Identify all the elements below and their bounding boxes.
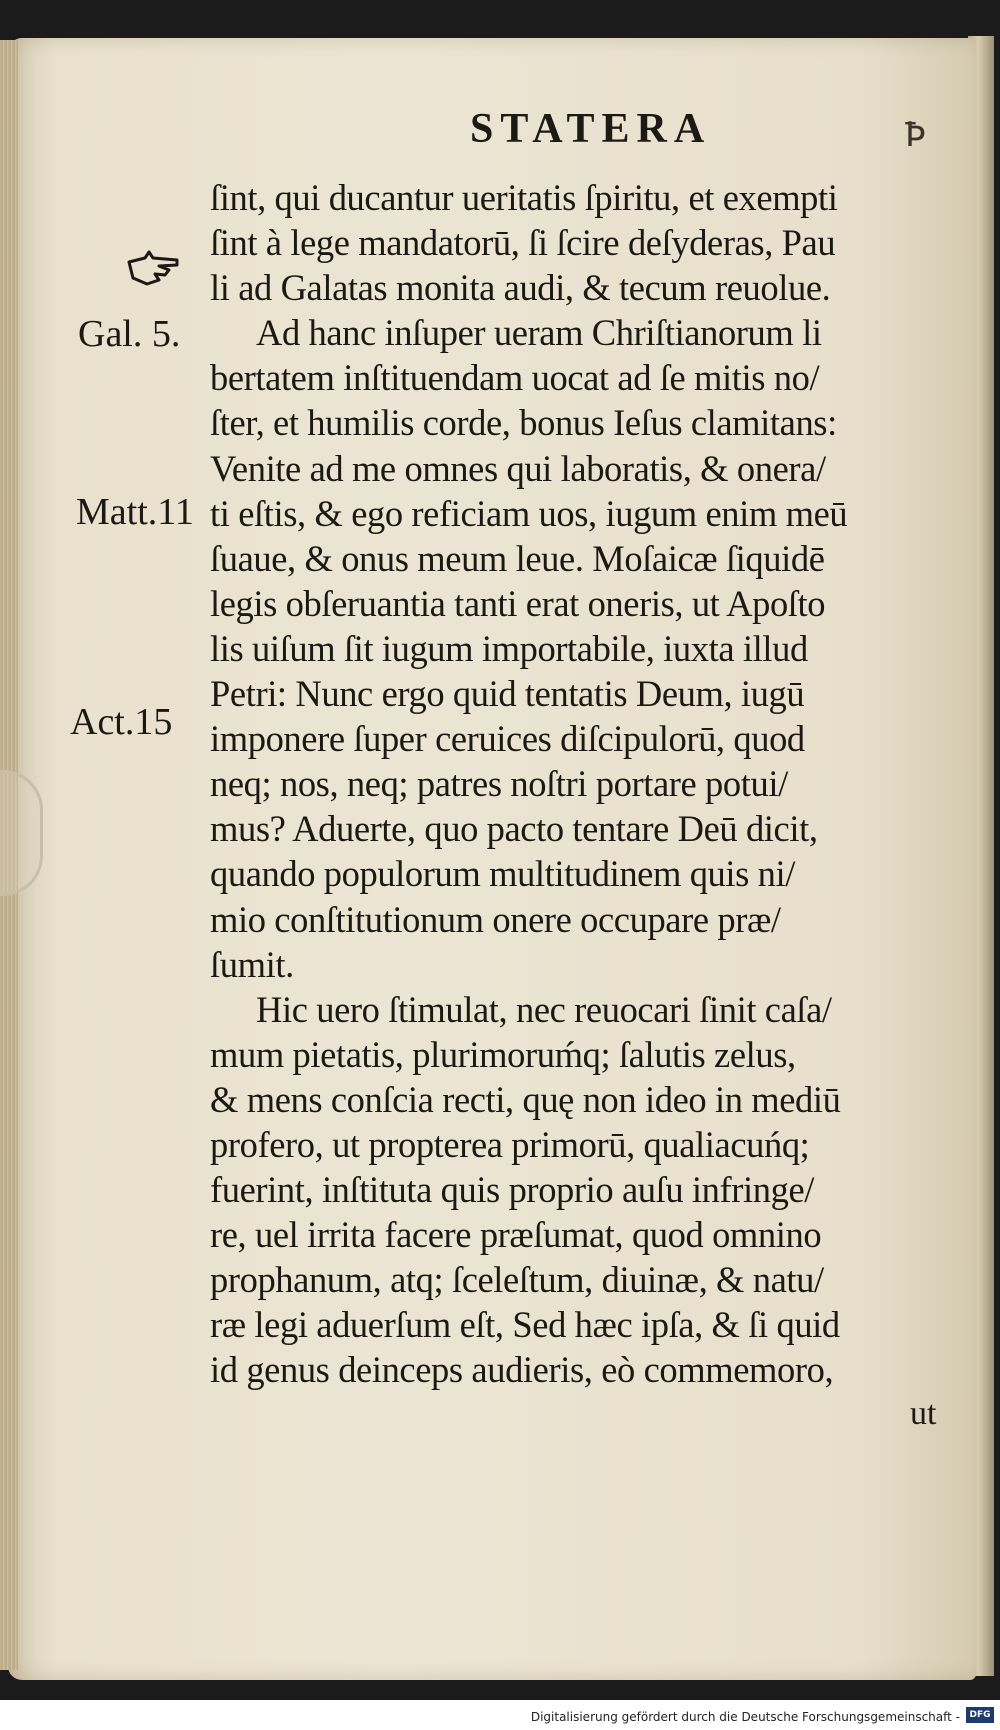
text-line: ſter, et humilis corde, bonus Ieſus clamitans: — [210, 402, 837, 444]
running-header: STATERA — [470, 106, 712, 152]
text-line: mum pietatis, plurimoruḿq; ſalutis zelus, — [210, 1033, 796, 1075]
dfg-logo-badge: DFG — [966, 1707, 994, 1723]
margin-note-gal: Gal. 5. — [78, 313, 181, 355]
text-line: li ad Galatas monita audi, & tecum reuolue. — [210, 267, 831, 309]
text-line: profero, ut propterea primorū, qualiacuńq; — [210, 1123, 810, 1165]
text-line: lis uiſum ſit iugum importabile, iuxta illud — [210, 627, 808, 669]
margin-note-matt: Matt.11 — [76, 491, 194, 533]
text-line: ræ legi aduerſum eſt, Sed hæc ipſa, & ſi quid — [210, 1304, 840, 1346]
margin-note-act: Act.15 — [70, 701, 173, 743]
main-text-block — [210, 175, 960, 1393]
text-line: prophanum, atq; ſceleſtum, diuinæ, & natu/ — [210, 1259, 824, 1301]
text-line: Ad hanc inſuper ueram Chriſtianorum li — [256, 312, 822, 354]
text-line: Hic uero ſtimulat, nec reuocari ſinit caſa/ — [256, 988, 832, 1030]
funding-credit: Digitalisierung gefördert durch die Deutsche Forschungsgemeinschaft - — [530, 1710, 960, 1724]
text-line: fuerint, inſtituta quis proprio auſu infringe/ — [210, 1169, 815, 1211]
text-line: neq; nos, neq; patres noſtri portare potui/ — [210, 763, 788, 805]
text-line: & mens conſcia recti, quę non ideo in mediū — [210, 1078, 841, 1120]
text-line: imponere ſuper ceruices diſcipulorū, quod — [210, 718, 805, 760]
text-line: ſint à lege mandatorū, ſi ſcire deſyderas, Pau — [210, 222, 836, 264]
catchword: ut — [910, 1395, 937, 1432]
text-line: legis obſeruantia tanti erat oneris, ut Apoſto — [210, 582, 826, 624]
header-mark: Ꝥ — [905, 115, 926, 155]
text-line: quando populorum multitudinem quis ni/ — [210, 853, 796, 895]
text-line: id genus deinceps audieris, eò commemoro, — [210, 1349, 834, 1391]
text-line: ſumit. — [210, 943, 294, 985]
text-line: Venite ad me omnes qui laboratis, & onera/ — [210, 447, 826, 489]
page-clip — [0, 770, 43, 896]
text-line: re, uel irrita facere præſumat, quod omnino — [210, 1214, 822, 1256]
manicule-hand-icon — [125, 248, 185, 288]
text-line: mio conſtitutionum onere occupare præ/ — [210, 898, 781, 940]
text-line: ſint, qui ducantur ueritatis ſpiritu, et exempti — [210, 177, 838, 218]
text-line: bertatem inſtituendam uocat ad ſe mitis no/ — [210, 357, 820, 399]
text-line: ti eſtis, & ego reficiam uos, iugum enim meū — [210, 492, 848, 534]
text-line: mus? Aduerte, quo pacto tentare Deū dicit, — [210, 808, 818, 850]
text-line: Petri: Nunc ergo quid tentatis Deum, iugū — [210, 673, 805, 715]
text-line: ſuaue, & onus meum leue. Moſaicæ ſiquidē — [210, 537, 825, 579]
